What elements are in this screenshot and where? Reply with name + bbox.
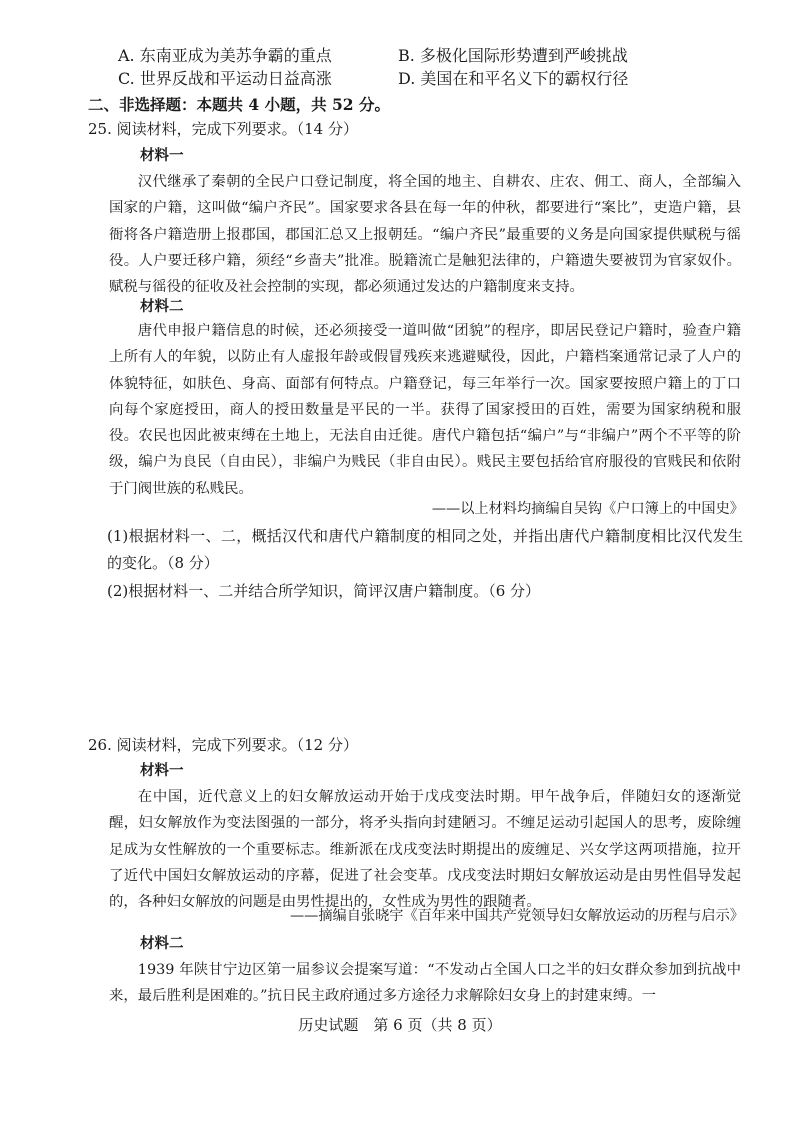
choice-c: C. 世界反战和平运动日益高涨 bbox=[118, 69, 332, 88]
q25-material1-title: 材料一 bbox=[140, 147, 184, 164]
q25-material1-text: 汉代继承了秦朝的全民户口登记制度，将全国的地主、自耕农、庄农、佣工、商人，全部编入国家的户籍，这叫做“编户齐民”。国家要求各县在每一年的仲秋，都要进行“案比”，吏造户籍，县衙将各户籍造册上报郡国，郡国汇总又上报朝廷。“编户齐民”最重要的义务是向国家提供赋税与徭役。人户要迁移户籍，须经“乡啬夫”批准。脱籍流亡是触犯法律的，户籍遗失要被罚为官家奴仆。赋税与徭役的征收及社会控制的实现，都必须通过发达的户籍制度来支持。 bbox=[109, 174, 741, 296]
q25-header: 25. 阅读材料，完成下列要求。（14 分） bbox=[88, 120, 358, 138]
q26-material2-title: 材料二 bbox=[140, 935, 184, 952]
q26-source: ——摘编自张晓宇《百年来中国共产党领导妇女解放运动的历程与启示》 bbox=[289, 908, 744, 924]
q26-material1-text: 在中国，近代意义上的妇女解放运动开始于戊戌变法时期。甲午战争后，伴随妇女的逐渐觉醒，妇女解放作为变法图强的一部分，将矛头指向封建陋习。不缠足运动引起国人的思考，废除缠足成为女性解放的一个重要标志。维新派在戊戌变法时期提出的废缠足、兴女学这两项措施，拉开了近代中国妇女解放运动的序幕，促进了社会变革。戊戌变法时期妇女解放运动是由男性倡导发起的，各种妇女解放的问题是由男性提出的，女性成为男性的跟随者。 bbox=[109, 789, 741, 911]
choice-b: B. 多极化国际形势遭到严峻挑战 bbox=[398, 46, 628, 65]
page-footer: 历史试题 第 6 页（共 8 页） bbox=[298, 1016, 502, 1034]
choice-a: A. 东南亚成为美苏争霸的重点 bbox=[118, 46, 332, 65]
choice-d: D. 美国在和平名义下的霸权行径 bbox=[398, 69, 629, 88]
q25-material2-title: 材料二 bbox=[140, 298, 184, 315]
q25-material2-text: 唐代申报户籍信息的时候，还必须接受一道叫做“团貌”的程序，即居民登记户籍时，验查户籍上所有人的年貌，以防止有人虚报年龄或假冒残疾来逃避赋役，因此，户籍档案通常记录了人户的体貌特征，如肤色、身高、面部有何特点。户籍登记，每三年举行一次。国家要按照户籍上的丁口向每个家庭授田，商人的授田数量是平民的一半。获得了国家授田的百姓，需要为国家纳税和服役。农民也因此被束缚在土地上，无法自由迁徙。唐代户籍包括“编户”与“非编户”两个不平等的阶级，编户为良民（自由民），非编户为贱民（非自由民）。贱民主要包括给官府服役的官贱民和依附于门阀世族的私贱民。 bbox=[109, 323, 741, 497]
q26-header: 26. 阅读材料，完成下列要求。（12 分） bbox=[88, 736, 358, 754]
q25-subquestion-2: (2)根据材料一、二并结合所学知识，简评汉唐户籍制度。（6 分） bbox=[107, 582, 541, 600]
q25-source: ——以上材料均摘编自吴钩《户口簿上的中国史》 bbox=[431, 501, 744, 517]
q26-material2-text: 1939 年陕甘宁边区第一届参议会提案写道：“不发动占全国人口之半的妇女群众参加到抗战中来，最后胜利是困难的。”抗日民主政府通过多方途径力求解除妇女身上的封建束缚。一 bbox=[109, 962, 741, 1005]
q25-subquestion-1: (1)根据材料一、二，概括汉代和唐代户籍制度的相同之处，并指出唐代户籍制度相比汉代发生的变化。（8 分） bbox=[107, 527, 743, 572]
q26-material1-title: 材料一 bbox=[140, 762, 184, 779]
section-heading: 二、非选择题：本题共 4 小题，共 52 分。 bbox=[88, 95, 390, 114]
